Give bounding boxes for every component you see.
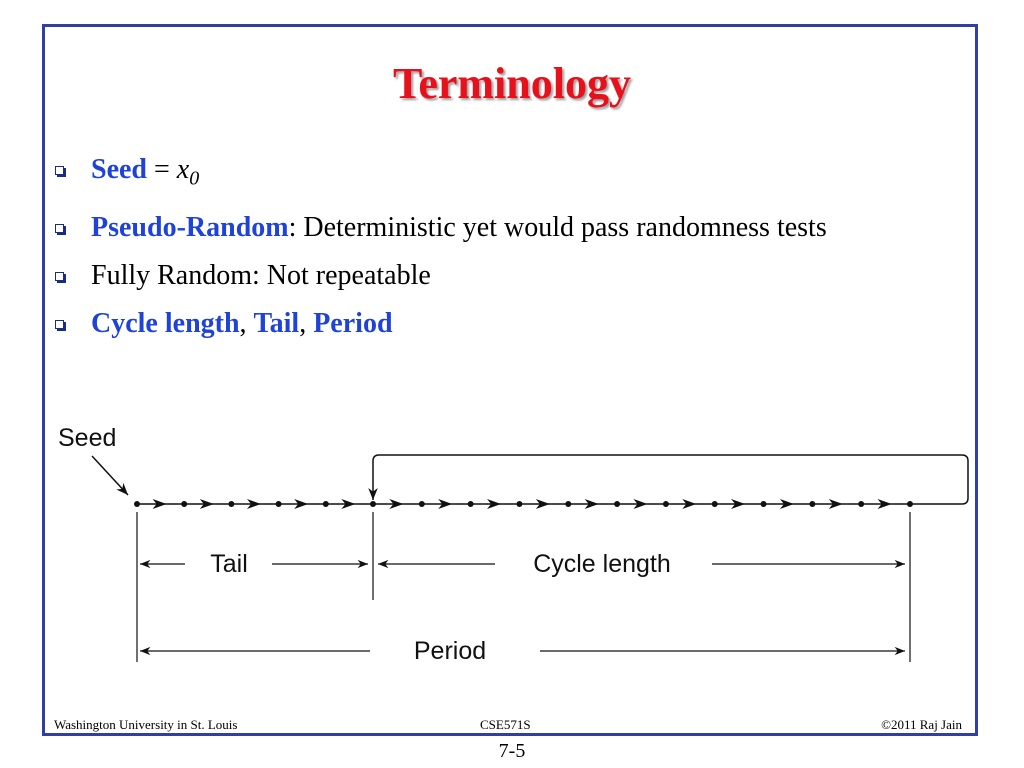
footer-copyright: ©2011 Raj Jain xyxy=(881,717,962,732)
footer-institution: Washington University in St. Louis xyxy=(54,717,238,732)
term-seed: Seed xyxy=(91,154,147,185)
sequence-point xyxy=(370,501,376,507)
sequence-point xyxy=(468,501,474,507)
sequence-point xyxy=(809,501,815,507)
pseudo-random-definition: : Deterministic yet would pass randomness tests xyxy=(288,211,827,243)
term-cycle-length: Cycle length xyxy=(91,307,240,339)
sequence-point xyxy=(134,501,140,507)
sequence-point xyxy=(323,501,329,507)
slide-title: Terminology xyxy=(393,59,631,108)
sequence-point xyxy=(228,501,234,507)
fully-random-text: Fully Random: Not repeatable xyxy=(91,259,431,291)
slide-number: 7-5 xyxy=(498,740,526,762)
period-label: Period xyxy=(413,637,487,665)
sequence-point xyxy=(858,501,864,507)
sequence-point xyxy=(761,501,767,507)
tail-label: Tail xyxy=(210,550,248,578)
cycle-return-loop xyxy=(373,455,968,504)
sequence-point xyxy=(419,501,425,507)
sequence-point xyxy=(663,501,669,507)
sequence-point xyxy=(181,501,187,507)
term-period: Period xyxy=(313,307,393,339)
footer-course: CSE571S xyxy=(480,717,531,732)
cycle-length-label: Cycle length xyxy=(533,550,671,578)
term-tail: Tail xyxy=(253,307,300,339)
sequence-point xyxy=(614,501,620,507)
math-variable: x xyxy=(176,154,190,185)
sequence-point xyxy=(516,501,522,507)
separator-text: , xyxy=(239,307,254,339)
seed-label: Seed xyxy=(58,424,117,452)
sequence-point xyxy=(712,501,718,507)
sequence-point xyxy=(276,501,282,507)
sequence-point xyxy=(565,501,571,507)
separator-text: , xyxy=(299,307,314,339)
seed-pointer-arrow xyxy=(92,456,128,495)
term-pseudo-random: Pseudo-Random xyxy=(91,211,289,243)
math-subscript: 0 xyxy=(189,167,200,190)
equals-text: = xyxy=(147,154,177,185)
